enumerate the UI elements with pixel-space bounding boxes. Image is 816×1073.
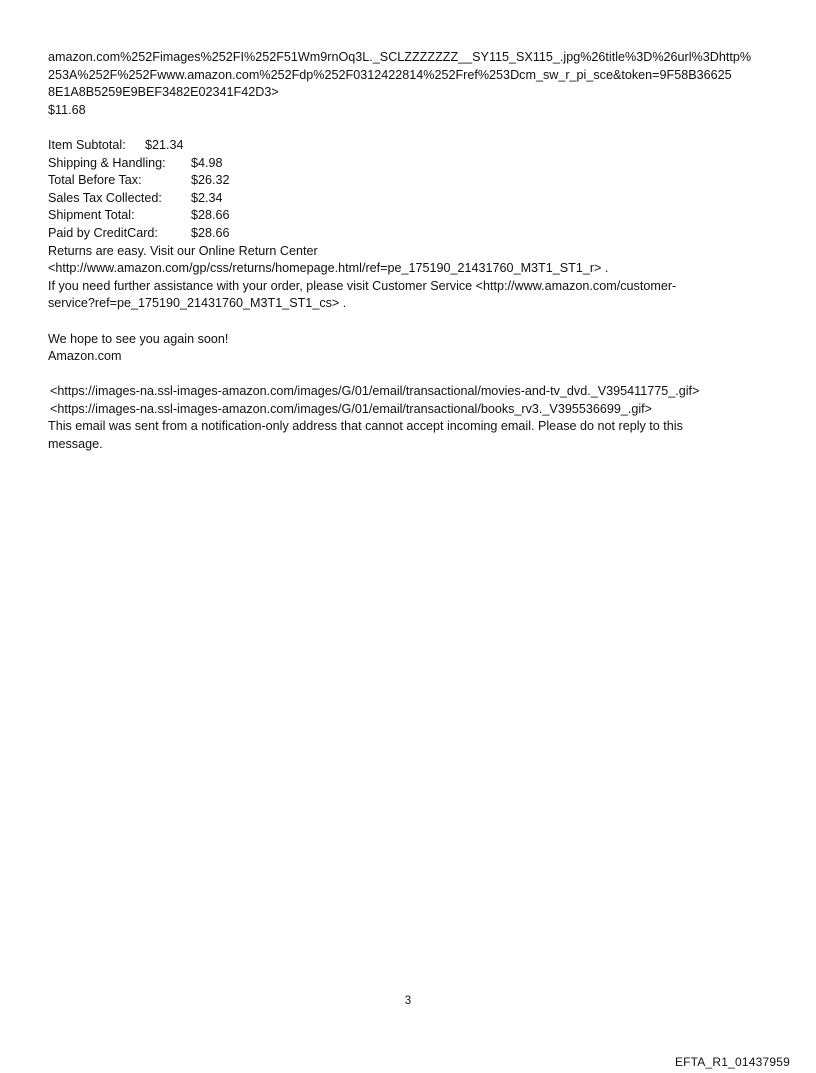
totals-row-sales-tax <box>48 190 774 208</box>
image-link-movies[interactable]: <https://images-na.ssl-images-amazon.com/images/G/01/email/transactional/movies-and-tv_dvd._V395411775_.gif> <box>50 384 700 399</box>
signature: Amazon.com <box>48 349 122 364</box>
totals-row-shipment-total <box>48 207 774 225</box>
page-number: 3 <box>404 995 412 1007</box>
spacer <box>48 313 774 331</box>
totals-value: $28.66 <box>191 208 230 223</box>
notice-text: This email was sent from a notification-only address that cannot accept incoming email. Please do not reply to this <box>48 419 683 434</box>
notice-text-continued: message. <box>48 437 103 452</box>
assistance-text: If you need further assistance with your order, please visit Customer Service <http://www.amazon.com/customer- <box>48 278 677 293</box>
product-link-line-1: amazon.com%252Fimages%252FI%252F51Wm9rnOq3L._SCLZZZZZZZ__SY115_SX115_.jpg%26title%3D%26url%3Dhttp% <box>48 50 752 64</box>
totals-label: Total Before Tax: <box>48 173 142 188</box>
item-price: $11.68 <box>48 102 86 117</box>
totals-value: $26.32 <box>191 173 230 188</box>
totals-label: Sales Tax Collected: <box>48 190 162 205</box>
product-link-line-2: 253A%252F%252Fwww.amazon.com%252Fdp%252F0312422814%252Fref%253Dcm_sw_r_pi_sce&token=9F58B36625 <box>48 67 732 82</box>
totals-label: Paid by CreditCard: <box>48 225 158 240</box>
totals-row-total-before-tax <box>48 172 774 190</box>
email-body <box>48 49 774 454</box>
totals-label: Shipping & Handling: <box>48 155 166 170</box>
totals-row-item-subtotal <box>48 137 774 155</box>
totals-value: $28.66 <box>191 225 230 240</box>
totals-label: Shipment Total: <box>48 208 135 223</box>
spacer <box>48 119 774 137</box>
spacer <box>48 366 774 384</box>
totals-row-shipping <box>48 155 774 173</box>
returns-link[interactable]: <http://www.amazon.com/gp/css/returns/homepage.html/ref=pe_175190_21431760_M3T1_ST1_r> . <box>48 261 609 276</box>
totals-label: Item Subtotal: <box>48 137 126 152</box>
totals-value: $4.98 <box>191 155 223 170</box>
bates-number: EFTA_R1_01437959 <box>674 1055 790 1069</box>
returns-text: Returns are easy. Visit our Online Return Center <box>48 243 318 258</box>
totals-value: $21.34 <box>145 137 184 152</box>
totals-value: $2.34 <box>191 190 223 205</box>
closing-message: We hope to see you again soon! <box>48 331 229 346</box>
product-link-line-3: 8E1A8B5259E9BEF3482E02341F42D3> <box>48 85 279 100</box>
image-link-books[interactable]: <https://images-na.ssl-images-amazon.com/images/G/01/email/transactional/books_rv3._V395536699_.gif> <box>50 401 653 416</box>
order-totals <box>48 137 774 243</box>
customer-service-link[interactable]: service?ref=pe_175190_21431760_M3T1_ST1_cs> . <box>48 296 347 311</box>
totals-row-paid-by-card <box>48 225 774 243</box>
